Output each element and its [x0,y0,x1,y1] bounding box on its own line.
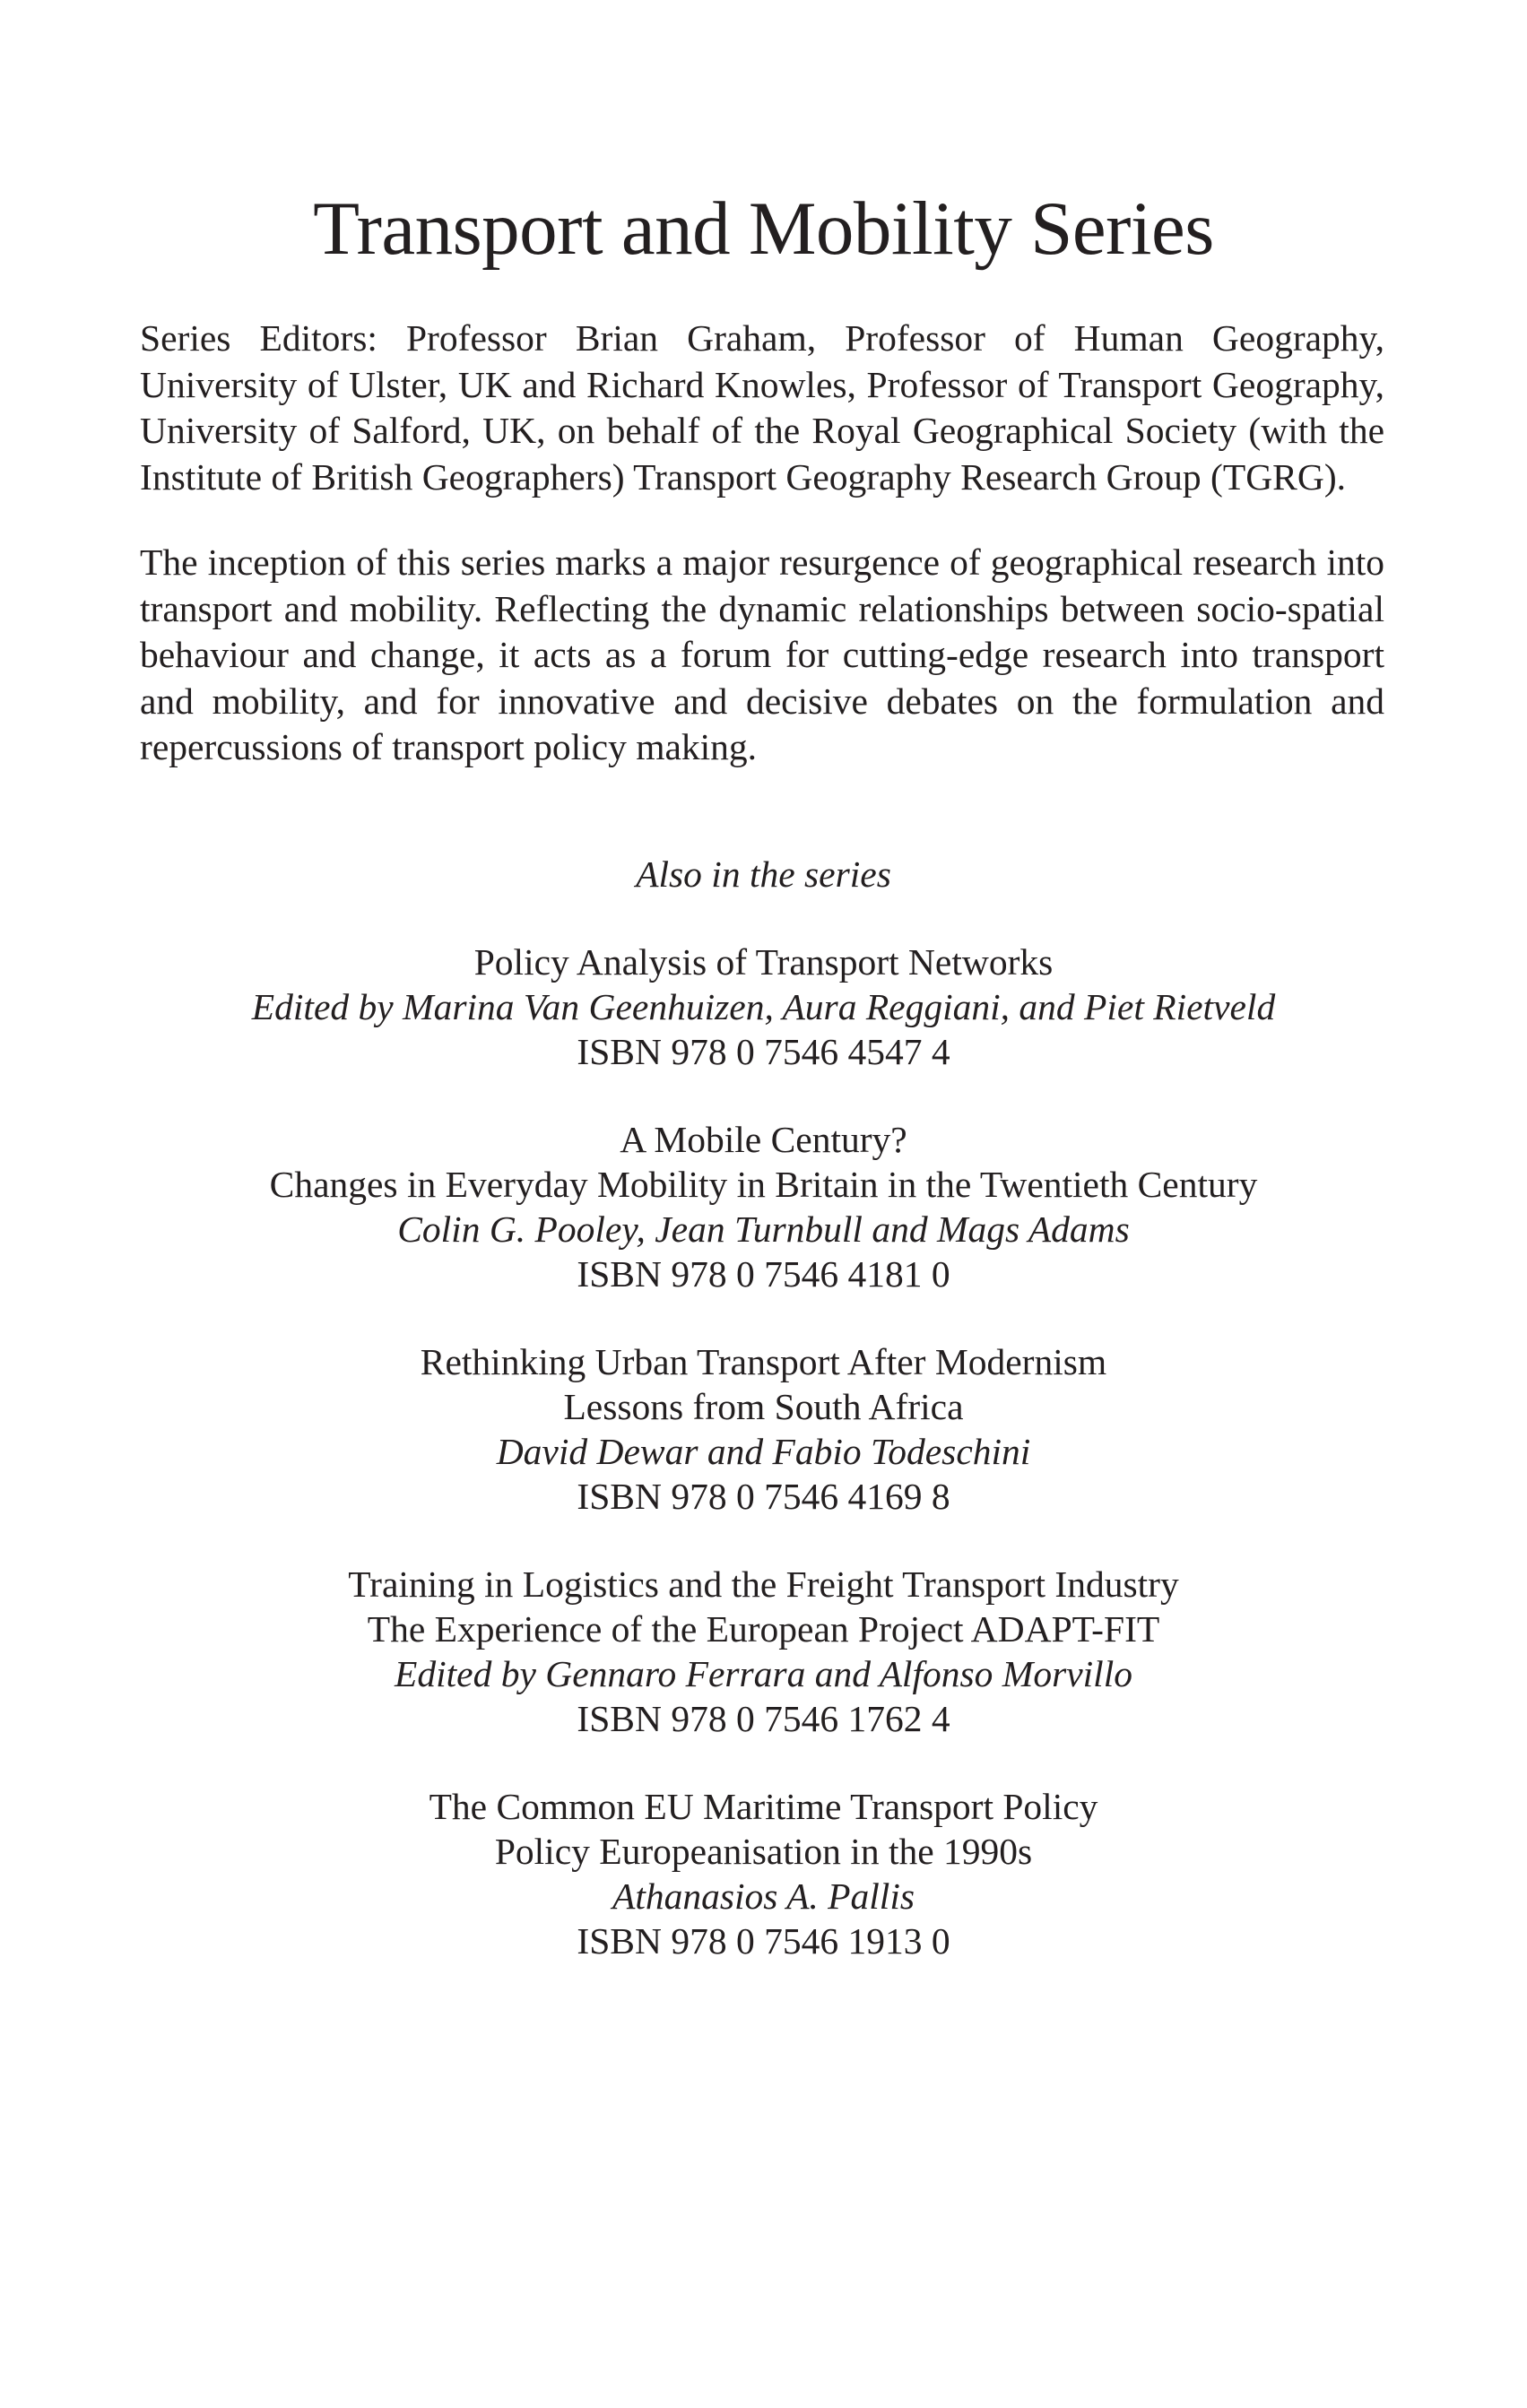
book-entry [0,1339,1527,1519]
series-intro-paragraph: The inception of this series marks a major resurgence of geographical research into transport and mobility. Reflecting the dynamic relationships between socio-spatial behaviour and change, it acts as a forum for cutting-edge research into transport and mobility, and for innovative and decisive debates on the formulation and repercussions of transport policy making. [140,541,1384,767]
book-list [0,940,1527,2006]
book-title: Rethinking Urban Transport After Modernism [420,1341,1107,1382]
book-entry [0,940,1527,1074]
book-isbn: ISBN 978 0 7546 1762 4 [577,1698,950,1739]
book-title: Training in Logistics and the Freight Transport Industry [348,1563,1179,1605]
book-subtitle: Policy Europeanisation in the 1990s [494,1831,1033,1872]
book-isbn: ISBN 978 0 7546 4547 4 [577,1031,950,1072]
book-title: Policy Analysis of Transport Networks [473,941,1054,983]
book-subtitle: The Experience of the European Project ADAPT-FIT [367,1608,1160,1650]
book-subtitle: Changes in Everyday Mobility in Britain in the Twentieth Century [269,1164,1258,1205]
book-authors: David Dewar and Fabio Todeschini [496,1431,1031,1472]
book-authors: Athanasios A. Pallis [612,1875,915,1917]
series-title: Transport and Mobility Series [313,186,1214,271]
book-authors: Colin G. Pooley, Jean Turnbull and Mags Adams [397,1208,1130,1250]
book-isbn: ISBN 978 0 7546 1913 0 [577,1920,950,1962]
book-entry [0,1117,1527,1296]
also-in-series-heading: Also in the series [636,853,891,895]
book-title: The Common EU Maritime Transport Policy [429,1786,1098,1827]
book-subtitle: Lessons from South Africa [563,1386,964,1427]
book-isbn: ISBN 978 0 7546 4169 8 [577,1476,950,1517]
series-editors-paragraph: Series Editors: Professor Brian Graham, Professor of Human Geography, University of Ulster, UK and Richard Knowles, Professor of Transport Geography, University of Salford, UK, on behalf of the Royal Geographical Society (with the Institute of British Geographers) Transport Geography Research Group (TGRG). [140,317,1384,498]
book-isbn: ISBN 978 0 7546 4181 0 [577,1253,950,1295]
book-entry [0,1784,1527,1963]
book-title: A Mobile Century? [620,1119,907,1160]
book-authors: Edited by Gennaro Ferrara and Alfonso Morvillo [394,1653,1132,1694]
book-entry [0,1562,1527,1741]
book-authors: Edited by Marina Van Geenhuizen, Aura Reggiani, and Piet Rietveld [251,986,1276,1027]
